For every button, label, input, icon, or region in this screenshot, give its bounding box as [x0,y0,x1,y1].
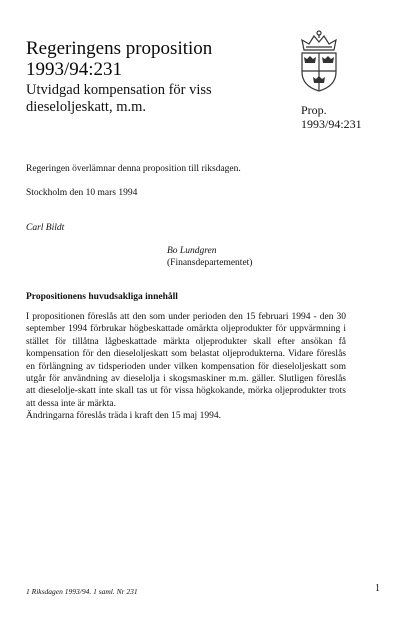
main-content [26,311,346,423]
footnote: 1 Riksdagen 1993/94. 1 saml. Nr 231 [26,587,138,596]
paragraph-1: I propositionen föreslås att den som under perioden den 15 februari 1994 - den 30 september 1994 förbrukar högbeskattade omärkta oljeprodukter för uppvärmning i stället för tillåtna lågbeskattade märkta oljeprodukter skall efter ansökan få kompensation för den dieseloljeskatt som belastat oljeprodukterna. Vidare föreslås en förlängning av tidsperioden under vilken kompensation för dieseloljeskatt som utgår för användning av dieselolja i skogsmaskiner m.m. gäller. Slutligen föreslås att dieselolje-skatt inte skall tas ut för vissa högkokande, mörka oljeprodukter trots att dessa inte är märkta. [26,312,346,409]
proposition-title [26,38,212,80]
paragraph-2: Ändringarna föreslås träda i kraft den 15 maj 1994. [26,411,221,422]
prop-number: 1993/94:231 [301,117,362,131]
place-and-date: Stockholm den 10 mars 1994 [26,188,138,198]
section-heading: Propositionens huvudsakliga innehåll [26,292,178,302]
proposition-subtitle [26,82,212,116]
proposition-reference [301,103,362,131]
submission-statement: Regeringen överlämnar denna proposition till riksdagen. [26,164,241,174]
page-number: 1 [375,583,380,594]
subtitle-line-1: Utvidgad kompensation för viss [26,82,212,98]
signature-department: (Finansdepartementet) [167,258,253,268]
signature-minister: Bo Lundgren [167,246,217,256]
subtitle-line-2: dieseloljeskatt, m.m. [26,99,147,115]
signature-prime-minister: Carl Bildt [26,223,65,233]
swedish-crest-icon [294,28,344,94]
title-line-2: 1993/94:231 [26,59,123,80]
title-line-1: Regeringens proposition [26,38,213,59]
prop-label: Prop. [301,103,327,117]
